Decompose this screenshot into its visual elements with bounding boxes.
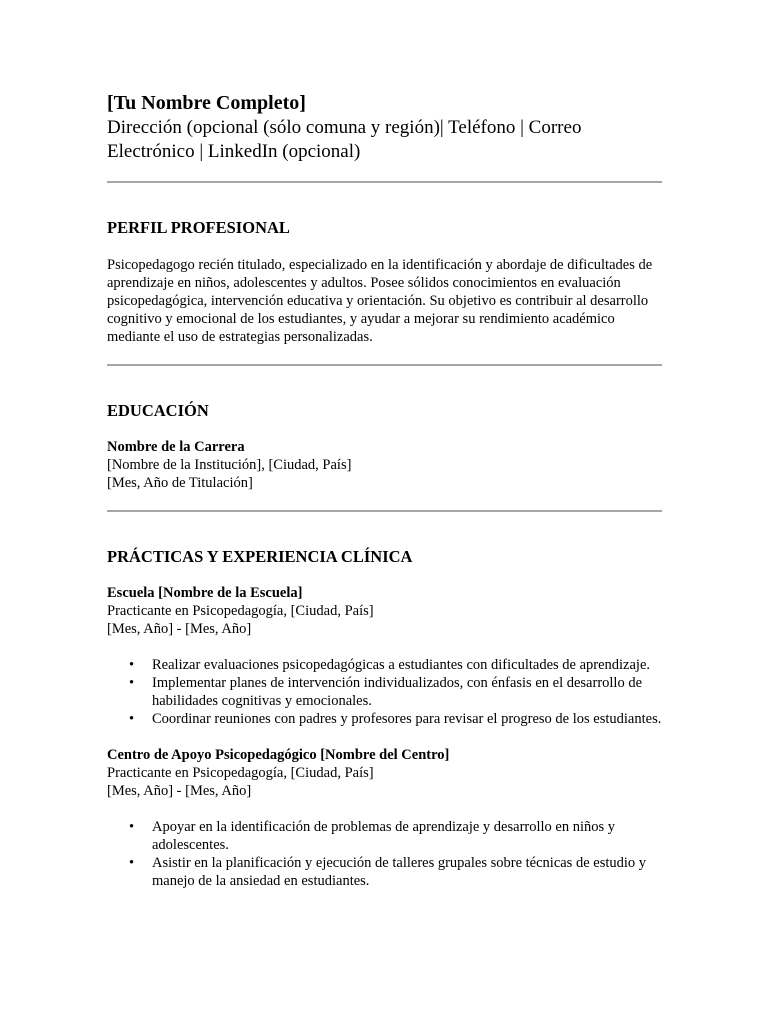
job-role: Practicante en Psicopedagogía, [Ciudad, País] (107, 765, 374, 781)
section-divider (107, 181, 662, 183)
duty-text: Asistir en la planificación y ejecución de talleres grupales sobre técnicas de estudio y manejo de la ansiedad en estudiantes. (152, 855, 647, 889)
duty-text: Implementar planes de intervención individualizados, con énfasis en el desarrollo de habilidades cognitivas y emocionales. (152, 675, 643, 709)
duty-text: Realizar evaluaciones psicopedagógicas a estudiantes con dificultades de aprendizaje. (152, 657, 651, 673)
experience-entry (107, 746, 662, 890)
list-item (107, 710, 662, 728)
candidate-name: [Tu Nombre Completo] (107, 92, 306, 114)
resume-page (107, 91, 662, 890)
job-dates: [Mes, Año] - [Mes, Año] (107, 783, 252, 799)
graduation-date: [Mes, Año de Titulación] (107, 475, 253, 491)
contact-line-1: Dirección (opcional (sólo comuna y región)| Teléfono | Correo (107, 117, 582, 138)
job-dates: [Mes, Año] - [Mes, Año] (107, 621, 252, 637)
education-entry (107, 438, 662, 492)
list-item (107, 854, 662, 890)
section-title-education: EDUCACIÓN (107, 401, 209, 420)
contact-info (107, 116, 662, 164)
job-role: Practicante en Psicopedagogía, [Ciudad, País] (107, 603, 374, 619)
section-divider (107, 364, 662, 366)
list-item (107, 656, 662, 674)
bullet-icon: • (129, 819, 135, 835)
degree-name: Nombre de la Carrera (107, 439, 245, 455)
section-title-profile: PERFIL PROFESIONAL (107, 218, 290, 237)
bullet-icon: • (129, 855, 135, 871)
institution: [Nombre de la Institución], [Ciudad, País] (107, 457, 352, 473)
job-duties-list (107, 818, 662, 890)
job-place: Centro de Apoyo Psicopedagógico [Nombre del Centro] (107, 747, 450, 763)
profile-summary: Psicopedagogo recién titulado, especializado en la identificación y abordaje de dificultades de aprendizaje en niños, adolescentes y adultos. Posee sólidos conocimientos en evaluación psicopedagógica, intervención educativa y orientación. Su objetivo es contribuir al desarrollo cognitivo y emocional de los estudiantes, y ayudar a mejorar su rendimiento académico mediante el uso de estrategias personalizadas. (107, 257, 653, 345)
contact-line-2: Electrónico | LinkedIn (opcional) (107, 141, 361, 162)
bullet-icon: • (129, 657, 135, 673)
section-divider (107, 510, 662, 512)
list-item (107, 674, 662, 710)
bullet-icon: • (129, 675, 135, 691)
duty-text: Coordinar reuniones con padres y profesores para revisar el progreso de los estudiantes. (152, 711, 662, 727)
duty-text: Apoyar en la identificación de problemas de aprendizaje y desarrollo en niños y adolescentes. (152, 819, 616, 853)
list-item (107, 818, 662, 854)
job-duties-list (107, 656, 662, 728)
bullet-icon: • (129, 711, 135, 727)
job-place: Escuela [Nombre de la Escuela] (107, 585, 303, 601)
experience-entry (107, 584, 662, 728)
section-title-experience: PRÁCTICAS Y EXPERIENCIA CLÍNICA (107, 547, 413, 566)
